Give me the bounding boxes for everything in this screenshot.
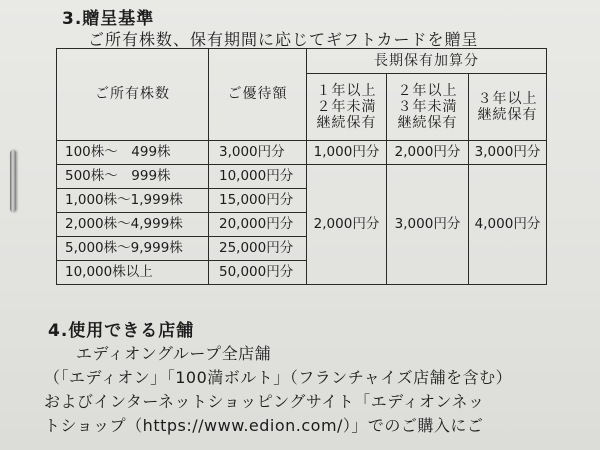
header-bonus-line: １年以上 [316, 82, 377, 99]
bonus-cell: 4,000円分 [469, 165, 547, 285]
header-bonus-line: 継続保有 [397, 115, 458, 132]
body-line: トショップ（https://www.edion.com/）」でのご購入にご [44, 416, 484, 435]
bonus-cell: 1,000円分 [307, 141, 387, 165]
header-amount: ご優待額 [209, 49, 307, 141]
header-bonus-line: 継続保有 [316, 115, 377, 132]
header-shares: ご所有株数 [57, 49, 209, 141]
section-3-heading: 3.贈呈基準 [62, 9, 155, 29]
header-bonus-line: ３年以上 [477, 90, 538, 107]
header-bonus-line: ３年未満 [397, 98, 458, 115]
shares-cell: 500株～ 999株 [57, 165, 209, 189]
header-bonus-1-2-years [307, 74, 387, 141]
body-line: およびインターネットショッピングサイト「エディオンネッ [44, 392, 485, 411]
header-bonus-2-3-years [387, 74, 469, 141]
body-line: （「エディオン」「100満ボルト」（フランチャイズ店舗を含む） [44, 368, 513, 387]
header-long-term-bonus: 長期保有加算分 [307, 49, 547, 74]
staple [10, 150, 16, 212]
amount-cell: 3,000円分 [209, 141, 307, 165]
shares-cell: 2,000株～4,999株 [57, 213, 209, 237]
amount-cell: 20,000円分 [209, 213, 307, 237]
table-row [57, 141, 547, 165]
shares-cell: 5,000株～9,999株 [57, 237, 209, 261]
amount-cell: 50,000円分 [209, 261, 307, 285]
bonus-cell: 2,000円分 [307, 165, 387, 285]
header-bonus-line: ２年未満 [316, 98, 377, 115]
gift-criteria-table [56, 48, 547, 285]
section-3-subtitle: ご所有株数、保有期間に応じてギフトカードを贈呈 [88, 30, 479, 49]
body-line: エディオングループ全店舗 [76, 344, 272, 363]
amount-cell: 15,000円分 [209, 189, 307, 213]
header-bonus-line: 継続保有 [477, 107, 538, 123]
bonus-cell: 2,000円分 [387, 141, 469, 165]
section-4-heading: 4.使用できる店舗 [48, 321, 195, 341]
section-4-body [44, 342, 600, 438]
header-bonus-3-plus-years [469, 74, 547, 141]
bonus-cell: 3,000円分 [387, 165, 469, 285]
shares-cell: 10,000株以上 [57, 261, 209, 285]
shares-cell: 1,000株～1,999株 [57, 189, 209, 213]
amount-cell: 10,000円分 [209, 165, 307, 189]
shares-cell: 100株～ 499株 [57, 141, 209, 165]
table-row [57, 165, 547, 189]
amount-cell: 25,000円分 [209, 237, 307, 261]
bonus-cell: 3,000円分 [469, 141, 547, 165]
header-bonus-line: ２年以上 [397, 82, 458, 99]
